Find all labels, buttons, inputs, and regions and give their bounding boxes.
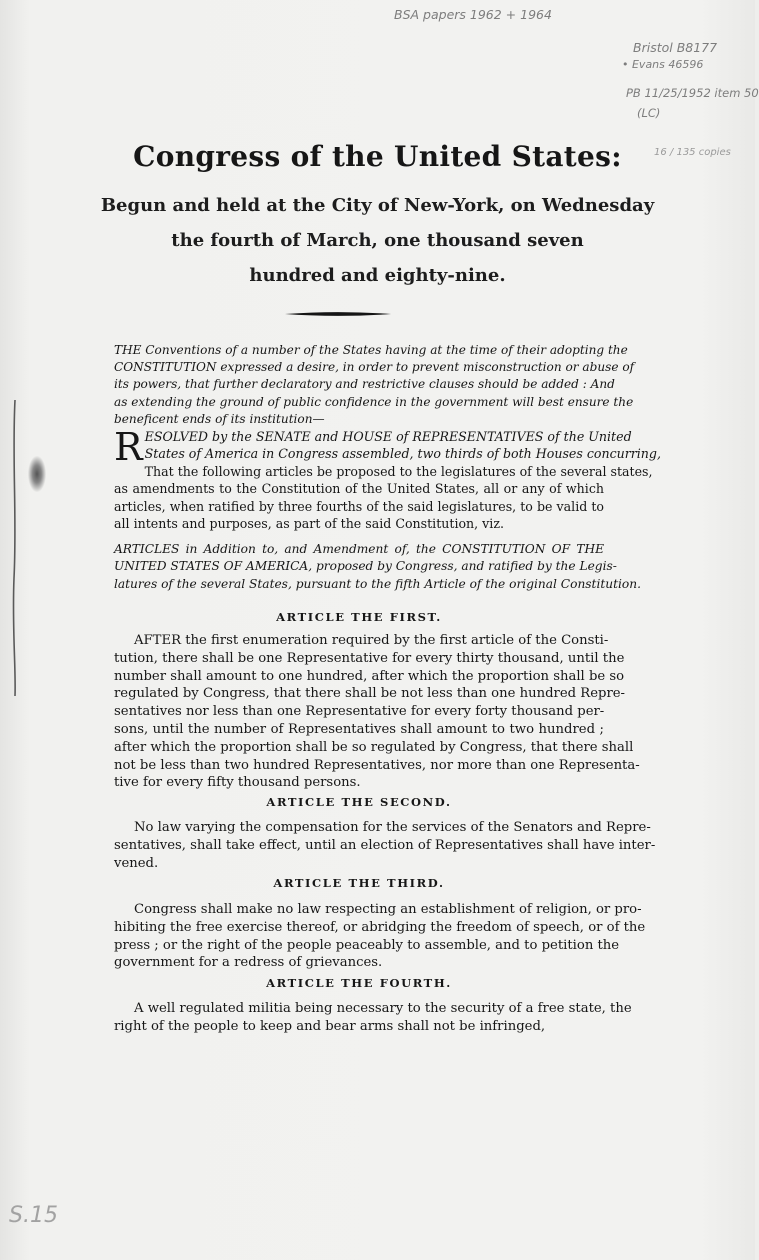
resolved-line: That the following articles be proposed to the legislatures of the several states, — [144, 463, 653, 479]
resolved-line: ESOLVED by the SENATE and HOUSE of REPRESENTATIVES of the United — [144, 429, 632, 444]
article-line: A well regulated militia being necessary to the security of a free state, the — [134, 1001, 632, 1016]
article-line: not be less than two hundred Representatives, nor more than one Representa- — [114, 757, 640, 773]
article-first-text — [114, 632, 640, 792]
preamble-line: as extending the ground of public confidence in the government will best ensure the — [114, 394, 634, 409]
pencil-note-bsa-papers: BSA papers 1962 + 1964 — [394, 7, 552, 22]
page-title: Congress of the United States: — [133, 140, 622, 173]
article-heading-fourth: ARTICLE THE FOURTH. — [266, 976, 452, 990]
preamble-paragraph — [114, 342, 635, 428]
article-heading-third: ARTICLE THE THIRD. — [273, 876, 445, 890]
subtitle-line: Begun and held at the City of New-York, on Wednesday — [100, 195, 655, 216]
pencil-note-bristol: Bristol B8177 — [633, 40, 718, 55]
articles-intro-line: latures of the several States, pursuant to the fifth Article of the original Constitution. — [114, 576, 641, 591]
ornamental-rule — [285, 309, 391, 319]
ink-blot — [28, 456, 46, 492]
preamble-line: CONSTITUTION expressed a desire, in order to prevent misconstruction or abuse of — [114, 360, 635, 375]
article-heading-first: ARTICLE THE FIRST. — [276, 610, 442, 624]
resolved-line: as amendments to the Constitution of the United States, all or any of which — [114, 481, 604, 497]
article-fourth-text — [114, 1000, 632, 1036]
pencil-note-lc: (LC) — [637, 106, 661, 120]
article-line: sentatives nor less than one Representative for every forty thousand per- — [114, 704, 605, 720]
articles-intro-line: UNITED STATES OF AMERICA, proposed by Congress, and ratified by the Legis- — [114, 559, 617, 574]
article-second-text — [114, 819, 656, 872]
articles-intro-paragraph — [114, 541, 641, 593]
preamble-line: its powers, that further declaratory and restrictive clauses should be added : And — [114, 377, 615, 392]
article-line: AFTER the first enumeration required by the first article of the Consti- — [134, 633, 609, 648]
article-line: sentatives, shall take effect, until an election of Representatives shall have inter- — [114, 837, 656, 853]
article-line: regulated by Congress, that there shall be not less than one hundred Repre- — [114, 686, 626, 702]
resolved-paragraph — [114, 425, 661, 532]
resolved-line: States of America in Congress assembled, two thirds of both Houses concurring, — [144, 446, 661, 462]
page-subtitle — [0, 188, 755, 293]
resolved-line: all intents and purposes, as part of the said Constitution, viz. — [114, 516, 504, 532]
pencil-note-copies: 16 / 135 copies — [654, 147, 731, 158]
article-heading-second: ARTICLE THE SECOND. — [266, 795, 452, 809]
article-line: No law varying the compensation for the services of the Senators and Repre- — [134, 820, 651, 835]
article-line: number shall amount to one hundred, after which the proportion shall be so — [114, 668, 625, 684]
article-line: Congress shall make no law respecting an establishment of religion, or pro- — [134, 902, 642, 917]
article-line: after which the proportion shall be so regulated by Congress, that there shall — [114, 739, 634, 755]
pencil-shelf-mark: S.15 — [9, 1203, 58, 1228]
article-third-text — [114, 901, 646, 972]
pencil-note-evans: • Evans 46596 — [622, 58, 704, 71]
subtitle-line: hundred and eighty-nine. — [249, 265, 506, 286]
article-line: hibiting the free exercise thereof, or abridging the freedom of speech, or of the — [114, 919, 646, 935]
article-line: tive for every fifty thousand persons. — [114, 775, 361, 791]
binding-thread-mark — [10, 398, 20, 698]
pencil-note-pb: PB 11/25/1952 item 50 — [626, 86, 759, 100]
drop-cap: R — [114, 425, 143, 469]
subtitle-line: the fourth of March, one thousand seven — [171, 230, 584, 251]
resolved-line: articles, when ratified by three fourths of the said legislatures, to be valid to — [114, 498, 604, 514]
article-line: vened. — [114, 855, 159, 871]
preamble-line: THE Conventions of a number of the States having at the time of their adopting the — [114, 343, 628, 357]
article-line: sons, until the number of Representatives shall amount to two hundred ; — [114, 721, 604, 737]
article-line: tution, there shall be one Representative for every thirty thousand, until the — [114, 650, 625, 666]
article-line: government for a redress of grievances. — [114, 955, 383, 971]
preamble-line: beneficent ends of its institution— — [114, 411, 325, 426]
article-line: right of the people to keep and bear arms shall not be infringed, — [114, 1018, 546, 1034]
article-line: press ; or the right of the people peaceably to assemble, and to petition the — [114, 937, 620, 953]
articles-intro-line: ARTICLES in Addition to, and Amendment of, the CONSTITUTION OF THE — [114, 542, 604, 556]
